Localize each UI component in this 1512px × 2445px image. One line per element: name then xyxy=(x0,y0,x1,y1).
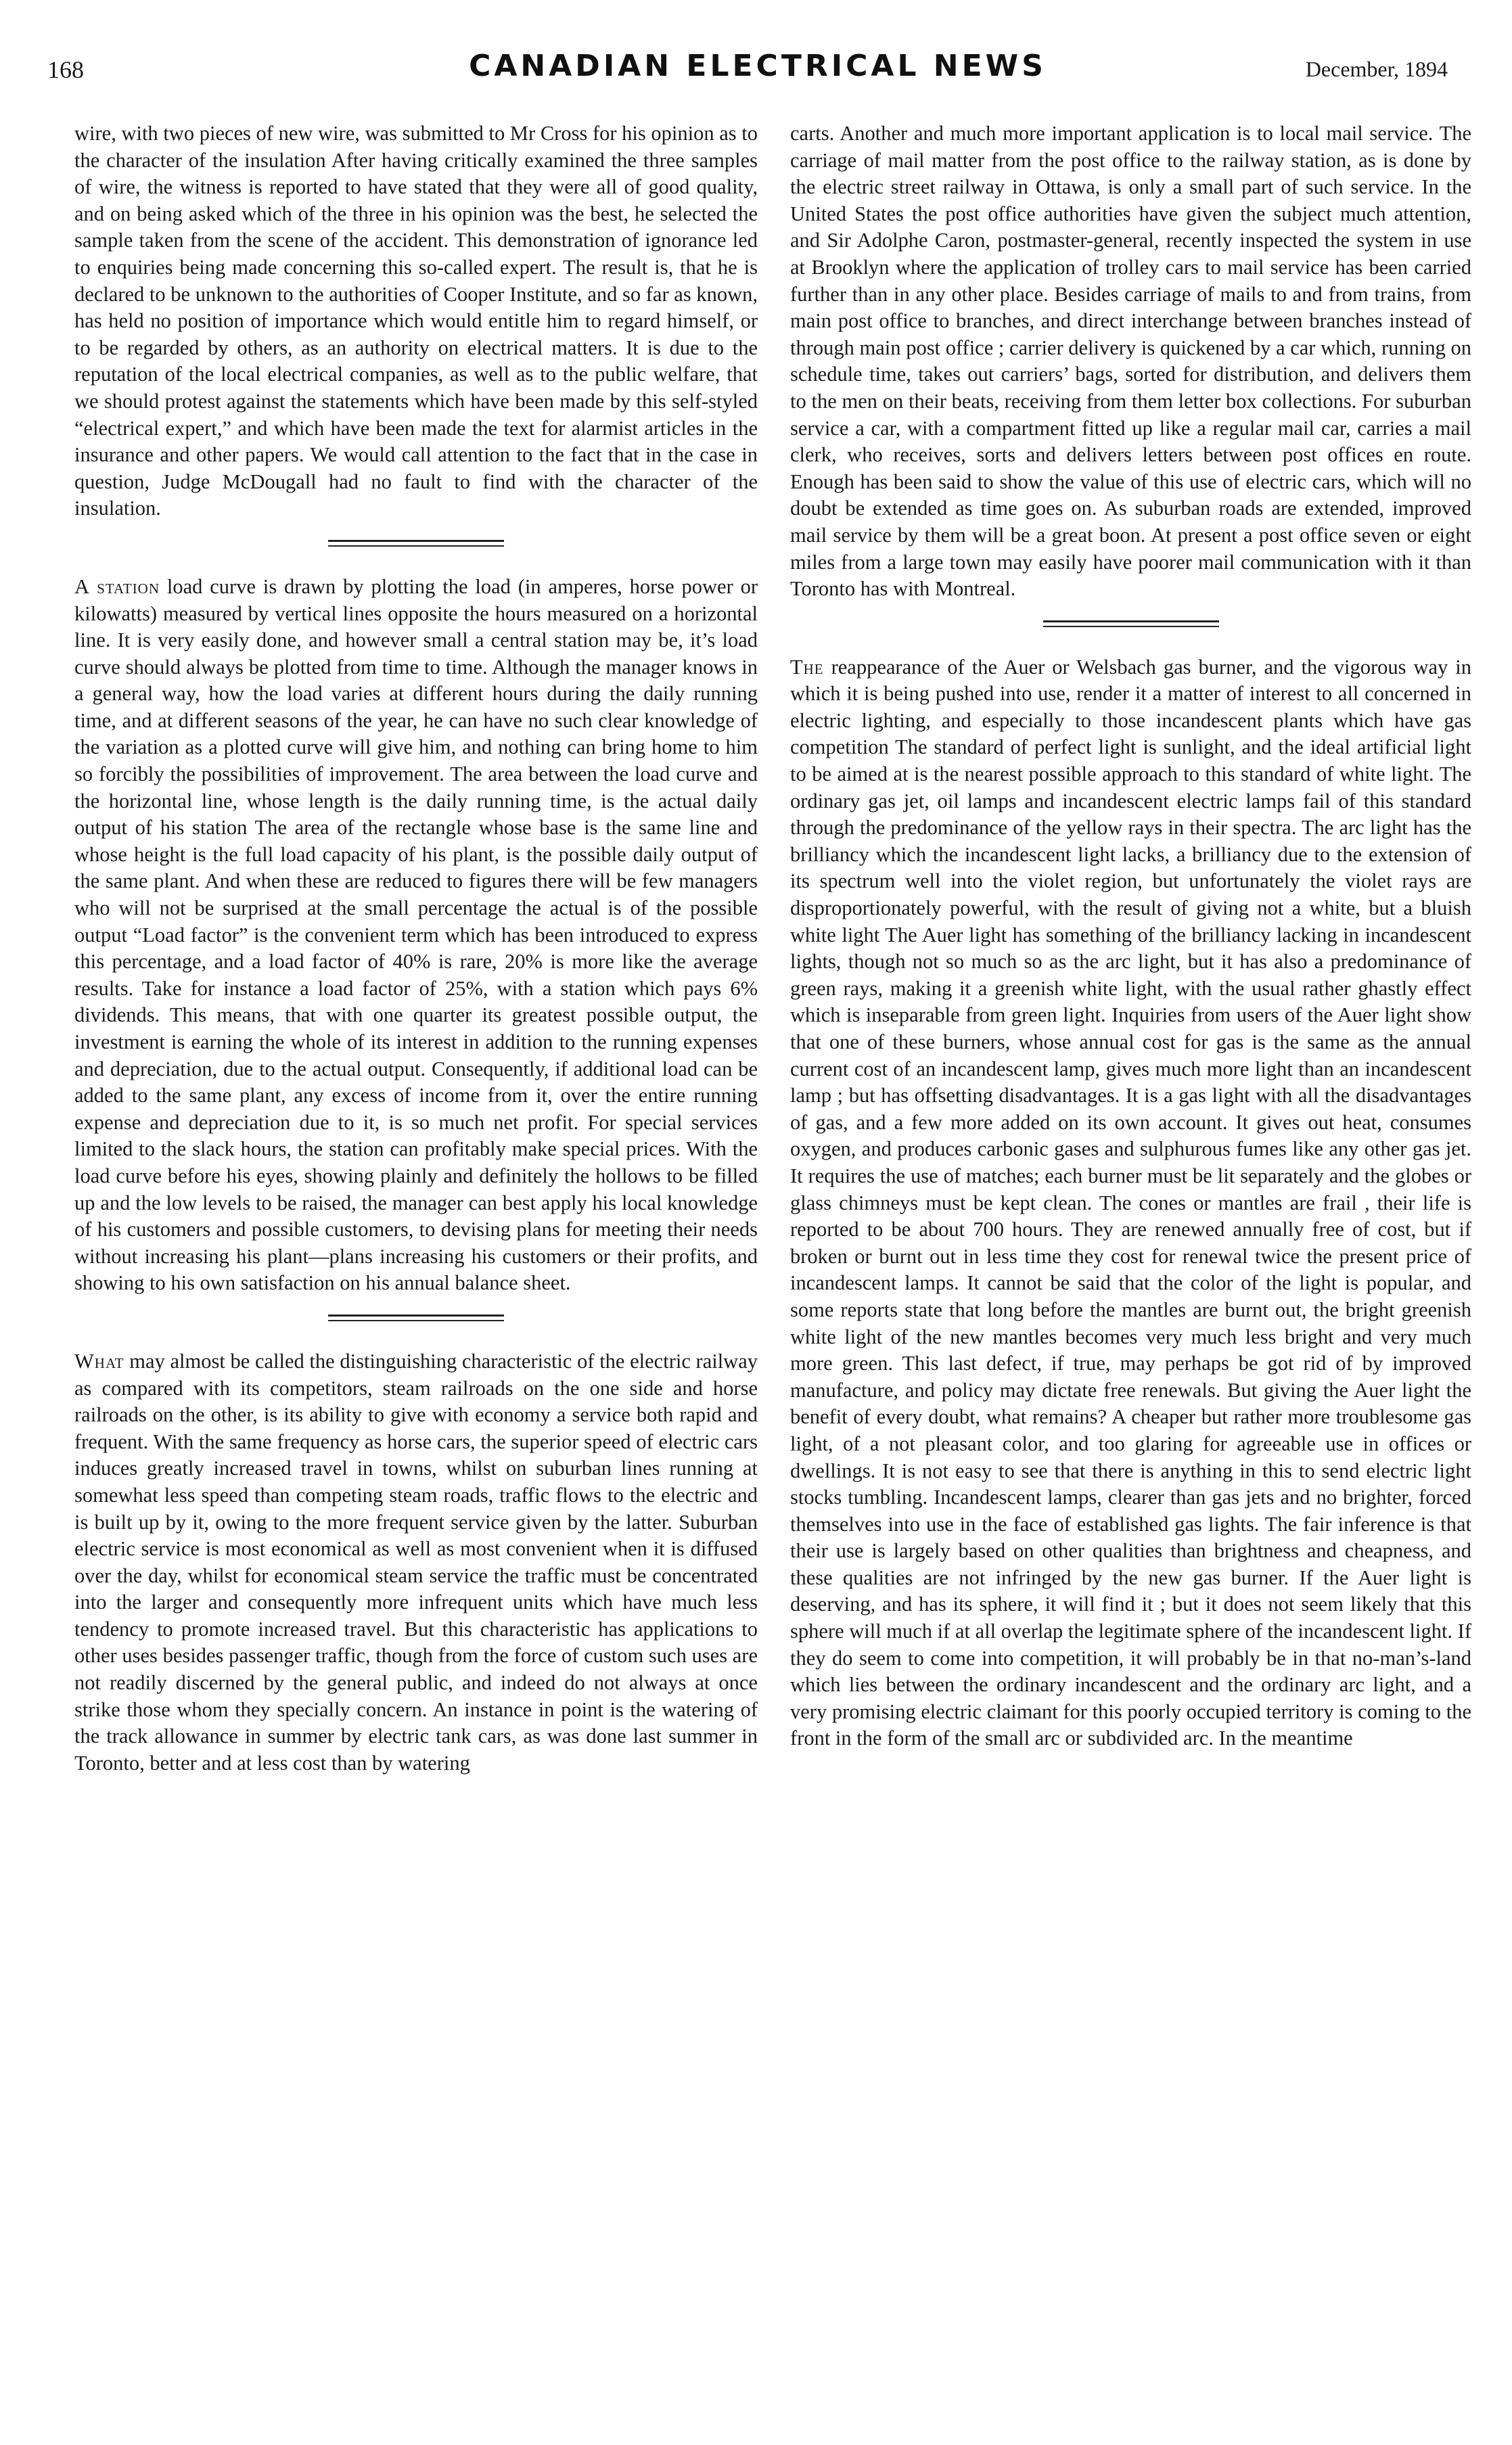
page-header xyxy=(47,49,1468,92)
article-lead-in: What xyxy=(74,1349,124,1373)
article-insulation-expert: wire, with two pieces of new wire, was submitted to Mr Cross for his opinion as to the character of the insulation After having critically examined the three samples of wire, the witness is reported to have stated that they were all of good quality, and on being asked which of the three in his opinion was the best, he selected the sample taken from the scene of the accident. This demonstration of ignorance led to enquiries being made concerning this so-called expert. The result is, that he is declared to be unknown to the authorities of Cooper Institute, and so far as known, has held no position of importance which would entitle him to regard himself, or to be regarded by others, as an authority on electrical matters. It is due to the reputation of the local electrical companies, as well as to the public welfare, that we should protest against the statements which have been made by this self-styled “electrical expert,” and which have been made the text for alarmist articles in the insurance and other papers. We would call attention to the fact that in the case in question, Judge McDougall had no fault to find with the character of the insulation. xyxy=(74,122,758,520)
article-body: may almost be called the distinguishing characteristic of the electric railway as compared with its competitors, steam railroads on the one side and horse railroads on the other, is its ability to give with economy a service both rapid and frequent. With the same frequency as horse cars, the superior speed of electric cars induces greatly increased travel in towns, whilst on suburban lines running at somewhat less speed than competing steam roads, traffic flows to the electric and is built up by it, owing to the more frequent service given by the latter. Suburban electric service is most economical as well as most convenient when it is diffused over the day, whilst for economical steam service the traffic must be concentrated into the larger and consequently more infrequent units which have much less tendency to promote increased travel. But this characteristic has applications to other uses besides passenger traffic, though from the force of custom such uses are not readily discerned by the general public, and indeed do not always at once strike those whom they specially concern. An instance in point is the watering of the track allowance in summer by electric tank cars, as was done last summer in Toronto, better and at less cost than by watering xyxy=(74,1349,758,1775)
article-auer-gas-burner xyxy=(790,654,1471,1752)
article-mail-service: carts. Another and much more important application is to local mail service. The carriage of mail matter from the post office to the railway station, as is done by the electric street railway in Ottawa, is only a small part of such service. In the United States the post office authorities have given the subject much attention, and Sir Adolphe Caron, postmaster-general, recently inspected the system in use at Brooklyn where the application of trolley cars to mail service has been carried further than in any other place. Besides carriage of mails to and from trains, from main post office to branches, and direct interchange between branches instead of through main post office ; carrier delivery is quickened by a car which, running on schedule time, takes out carriers’ bags, sorted for distribution, and delivers them to the men on their beats, receiving from them letter box collections. For suburban service a car, with a compartment fitted up like a regular mail car, carries a mail clerk, who receives, sorts and delivers letters between post offices en route. Enough has been said to show the value of this use of electric cars, which will no doubt be extended as time goes on. As suburban roads are extended, improved mail service by them will be a great boon. At present a post office seven or eight miles from a large town may easily have poorer mail communication with it than Toronto has with Montreal. xyxy=(790,122,1471,601)
right-column xyxy=(790,120,1471,1752)
section-divider xyxy=(1043,620,1219,627)
article-lead-in: The xyxy=(790,655,824,679)
issue-date: December, 1894 xyxy=(1305,57,1448,81)
publication-title: CANADIAN ELECTRICAL NEWS xyxy=(469,49,1047,83)
article-lead-in: A station xyxy=(74,574,160,598)
left-column xyxy=(74,120,758,1777)
article-body: load curve is drawn by plotting the load (in amperes, horse power or kilowatts) measured by vertical lines opposite the hours measured on a horizontal line. It is very easily done, and however small a central station may be, it’s load curve should always be plotted from time to time. Although the manager knows in a general way, how the load varies at different hours during the daily running time, and at different seasons of the year, he can have no such clear knowledge of the variation as a plotted curve will give him, and nothing can bring home to him so forcibly the possibilities of improvement. The area between the load curve and the horizontal line, whose length is the daily running time, is the actual daily output of his station The area of the rectangle whose base is the same line and whose height is the full load capacity of his plant, is the possible daily output of the same plant. And when these are reduced to figures there will be few managers who will not be surprised at the small percentage the actual is of the possible output “Load factor” is the convenient term which has been introduced to express this percentage, and a load factor of 40% is rare, 20% is more like the average results. Take for instance a load factor of 25%, with a station which pays 6% dividends. This means, that with one quarter its greatest possible output, the investment is earning the whole of its interest in addition to the running expenses and depreciation, due to the actual output. Consequently, if additional load can be added to the same plant, any excess of income from it, over the entire running expense and depreciation due to it, is so much net profit. For special services limited to the slack hours, the station can profitably make special prices. With the load curve before his eyes, showing plainly and definitely the hollows to be filled up and the low levels to be raised, the manager can best apply his local knowledge of his customers and possible customers, to devising plans for meeting their needs without increasing his plant—plans increasing his customers or their profits, and showing to his own satisfaction on his annual balance sheet. xyxy=(74,574,758,1295)
article-electric-railway xyxy=(74,1348,758,1777)
section-divider xyxy=(328,1315,504,1321)
article-load-curve xyxy=(74,574,758,1297)
article-body: reappearance of the Auer or Welsbach gas burner, and the vigorous way in which it is being pushed into use, render it a matter of interest to all concerned in electric lighting, and especially to those incandescent plants which have gas competition The standard of perfect light is sunlight, and the ideal artificial light to be aimed at is the nearest possible approach to this standard of white light. The ordinary gas jet, oil lamps and incandescent electric lamps fail of this standard through the predominance of the yellow rays in their spectra. The arc light has the brilliancy which the incandescent light lacks, a brilliancy due to the extension of its spectrum well into the violet region, but unfortunately the violet rays are disproportionately powerful, with the result of giving not a white, but a bluish white light The Auer light has something of the brilliancy lacking in incandescent lights, though not so much so as the arc light, but it has also a predominance of green rays, making it a greenish white light, with the usual rather ghastly effect which is inseparable from green light. Inquiries from users of the Auer light show that one of these burners, whose annual cost for gas is the same as the annual current cost of an incandescent lamp, gives much more light than an incandescent lamp ; but has offsetting disadvantages. It is a gas light with all the disadvantages of gas, and a few more added on its own account. It gives out heat, consumes oxygen, and produces carbonic gases and sulphurous fumes like any other gas jet. It requires the use of matches; each burner must be lit separately and the globes or glass chimneys must be kept clean. The cones or mantles are frail , their life is reported to be about 700 hours. They are renewed annually free of cost, but if broken or burnt out in less time they cost for renewal twice the present price of incandescent lamps. It cannot be said that the color of the light is popular, and some reports state that long before the mantles are burnt out, the bright greenish white light of the new mantles becomes very much less bright and very much more green. This last defect, if true, may perhaps be got rid of by improved manufacture, and policy may dictate free renewals. But giving the Auer light the benefit of every doubt, what remains? A cheaper but rather more troublesome gas light, of a not pleasant color, and too glaring for agreeable use in offices or dwellings. It is not easy to see that there is anything in this to send electric light stocks tumbling. Incandescent lamps, clearer than gas jets and no brighter, forced themselves into use in the face of established gas lights. The fair inference is that their use is largely based on other qualities than brightness and cheapness, and these qualities are not infringed by the new gas burner. If the Auer light is deserving, and has its sphere, it will find it ; but it does not seem likely that this sphere will much if at all overlap the legitimate sphere of the incandescent light. If they do seem to come into competition, it will probably be in that no-man’s-land which lies between the ordinary incandescent and the ordinary arc light, and a very promising electric claimant for this poorly occupied territory is coming to the front in the form of the small arc or subdivided arc. In the meantime xyxy=(790,655,1471,1750)
page-number: 168 xyxy=(47,56,84,83)
section-divider xyxy=(328,540,504,547)
